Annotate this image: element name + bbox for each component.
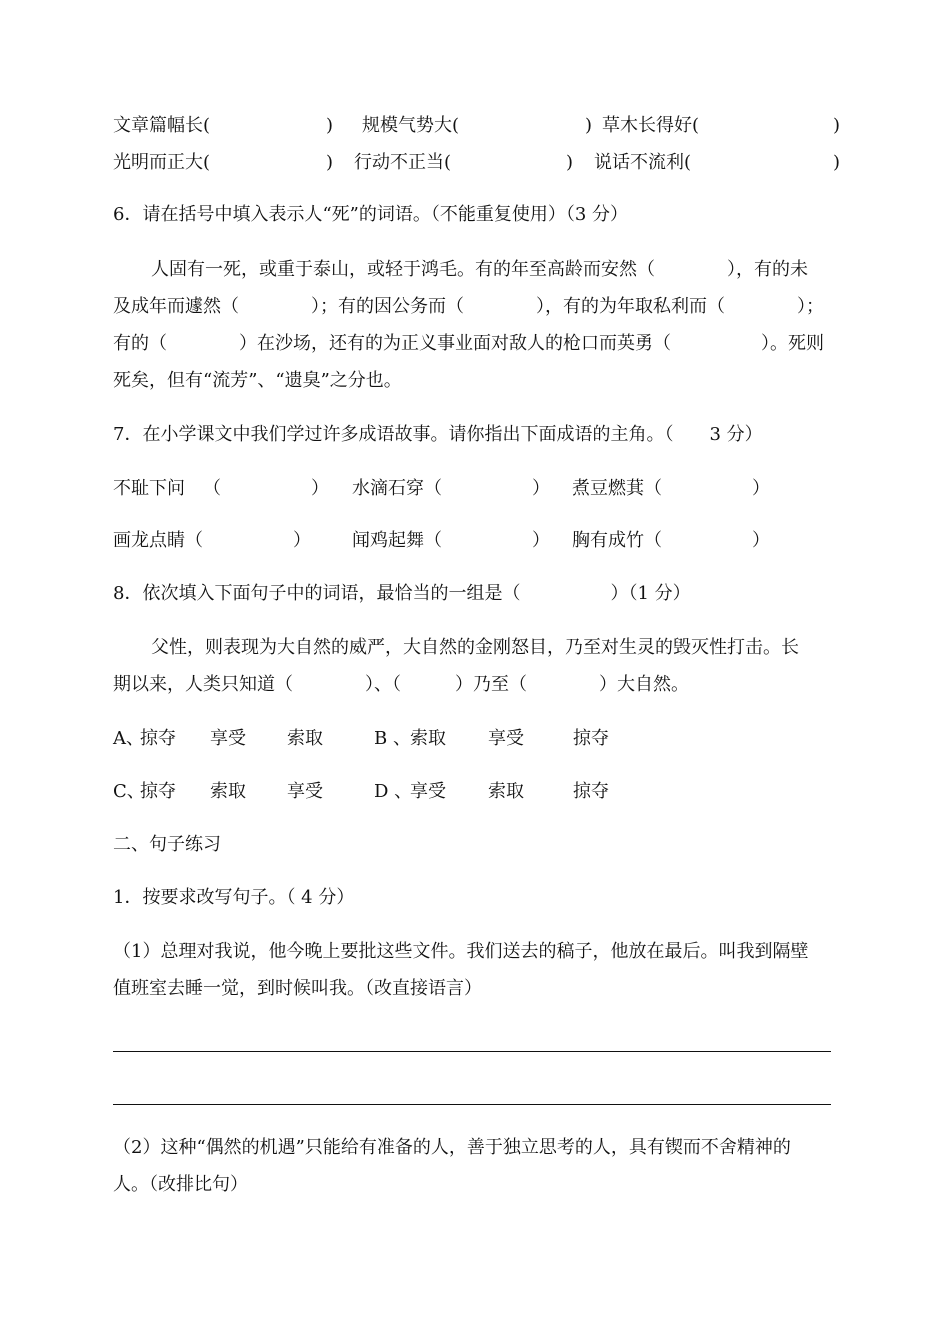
option-word: 掠夺 xyxy=(140,728,176,749)
q7-blank: （ ） xyxy=(644,530,770,551)
q8-paragraph-line: 父性，则表现为大自然的威严，大自然的金刚怒目，乃至对生灵的毁灭性打击。长 xyxy=(151,637,799,658)
q7-title: 7．在小学课文中我们学过许多成语故事。请你指出下面成语的主角。（ 3 分） xyxy=(113,424,763,445)
q7-idiom: 胸有成竹 xyxy=(572,530,644,551)
option-word: 索取 xyxy=(210,781,246,802)
q5-paren: ) xyxy=(326,152,334,173)
q7-blank: （ ） xyxy=(424,478,550,499)
q5-term: 草木长得好( xyxy=(602,115,700,136)
q5-term: 行动不正当( xyxy=(354,152,452,173)
option-label: C、 xyxy=(113,781,145,802)
q5-term: 规模气势大( xyxy=(362,115,460,136)
option-word: 掠夺 xyxy=(573,728,609,749)
q6-title: 6．请在括号中填入表示人“死”的词语。（不能重复使用）（3 分） xyxy=(113,204,629,225)
option-word: 享受 xyxy=(287,781,323,802)
q6-paragraph-line: 有的（ ）在沙场，还有的为正义事业面对敌人的枪口而英勇（ ）。死则 xyxy=(113,333,824,354)
option-word: 掠夺 xyxy=(140,781,176,802)
q6-paragraph-line: 死矣，但有“流芳”、“遗臭”之分也。 xyxy=(113,370,402,391)
option-word: 索取 xyxy=(287,728,323,749)
q6-paragraph-line: 人固有一死，或重于泰山，或轻于鸿毛。有的年至高龄而安然（ ），有的未 xyxy=(151,259,808,280)
option-word: 享受 xyxy=(210,728,246,749)
q7-blank: （ ） xyxy=(644,478,770,499)
q5-term: 说话不流利( xyxy=(594,152,692,173)
answer-line[interactable] xyxy=(113,1051,831,1052)
q7-idiom: 画龙点睛 xyxy=(113,530,185,551)
q5-term: 光明而正大( xyxy=(113,152,211,173)
q7-idiom: 水滴石穿 xyxy=(352,478,424,499)
q7-blank: （ ） xyxy=(185,530,311,551)
q5-term: 文章篇幅长( xyxy=(113,115,211,136)
option-word: 享受 xyxy=(410,781,446,802)
q8-paragraph-line: 期以来，人类只知道（ ）、（ ）乃至（ ）大自然。 xyxy=(113,674,689,695)
q8-title: 8．依次填入下面句子中的词语，最恰当的一组是（ ）（1 分） xyxy=(113,583,691,604)
q7-idiom: 煮豆燃萁 xyxy=(572,478,644,499)
option-label: A、 xyxy=(113,728,144,749)
q6-paragraph-line: 及成年而遽然（ ）；有的因公务而（ ），有的为年取私利而（ ）； xyxy=(113,296,824,317)
q5-paren: ) xyxy=(566,152,574,173)
s2-sub1-line: 值班室去睡一觉，到时候叫我。（改直接语言） xyxy=(113,978,482,999)
s2-sub2-line: （2）这种“偶然的机遇”只能给有准备的人，善于独立思考的人，具有锲而不舍精神的 xyxy=(113,1137,791,1158)
q5-paren: ) xyxy=(326,115,334,136)
option-label: D 、 xyxy=(374,781,413,802)
answer-line[interactable] xyxy=(113,1104,831,1105)
q5-paren: ) xyxy=(585,115,593,136)
q7-idiom: 闻鸡起舞 xyxy=(352,530,424,551)
option-word: 掠夺 xyxy=(573,781,609,802)
option-word: 索取 xyxy=(488,781,524,802)
q7-idiom: 不耻下问 xyxy=(113,478,185,499)
q7-blank: （ ） xyxy=(203,478,329,499)
q7-blank: （ ） xyxy=(424,530,550,551)
option-word: 享受 xyxy=(488,728,524,749)
s2-q1-title: 1．按要求改写句子。（ 4 分） xyxy=(113,887,355,908)
s2-sub2-line: 人。（改排比句） xyxy=(113,1174,248,1195)
option-word: 索取 xyxy=(410,728,446,749)
s2-sub1-line: （1）总理对我说，他今晚上要批这些文件。我们送去的稿子，他放在最后。叫我到隔壁 xyxy=(113,941,809,962)
section-heading: 二、句子练习 xyxy=(113,834,221,855)
option-label: B 、 xyxy=(374,728,411,749)
q5-paren: ) xyxy=(833,115,841,136)
q5-paren: ) xyxy=(833,152,841,173)
